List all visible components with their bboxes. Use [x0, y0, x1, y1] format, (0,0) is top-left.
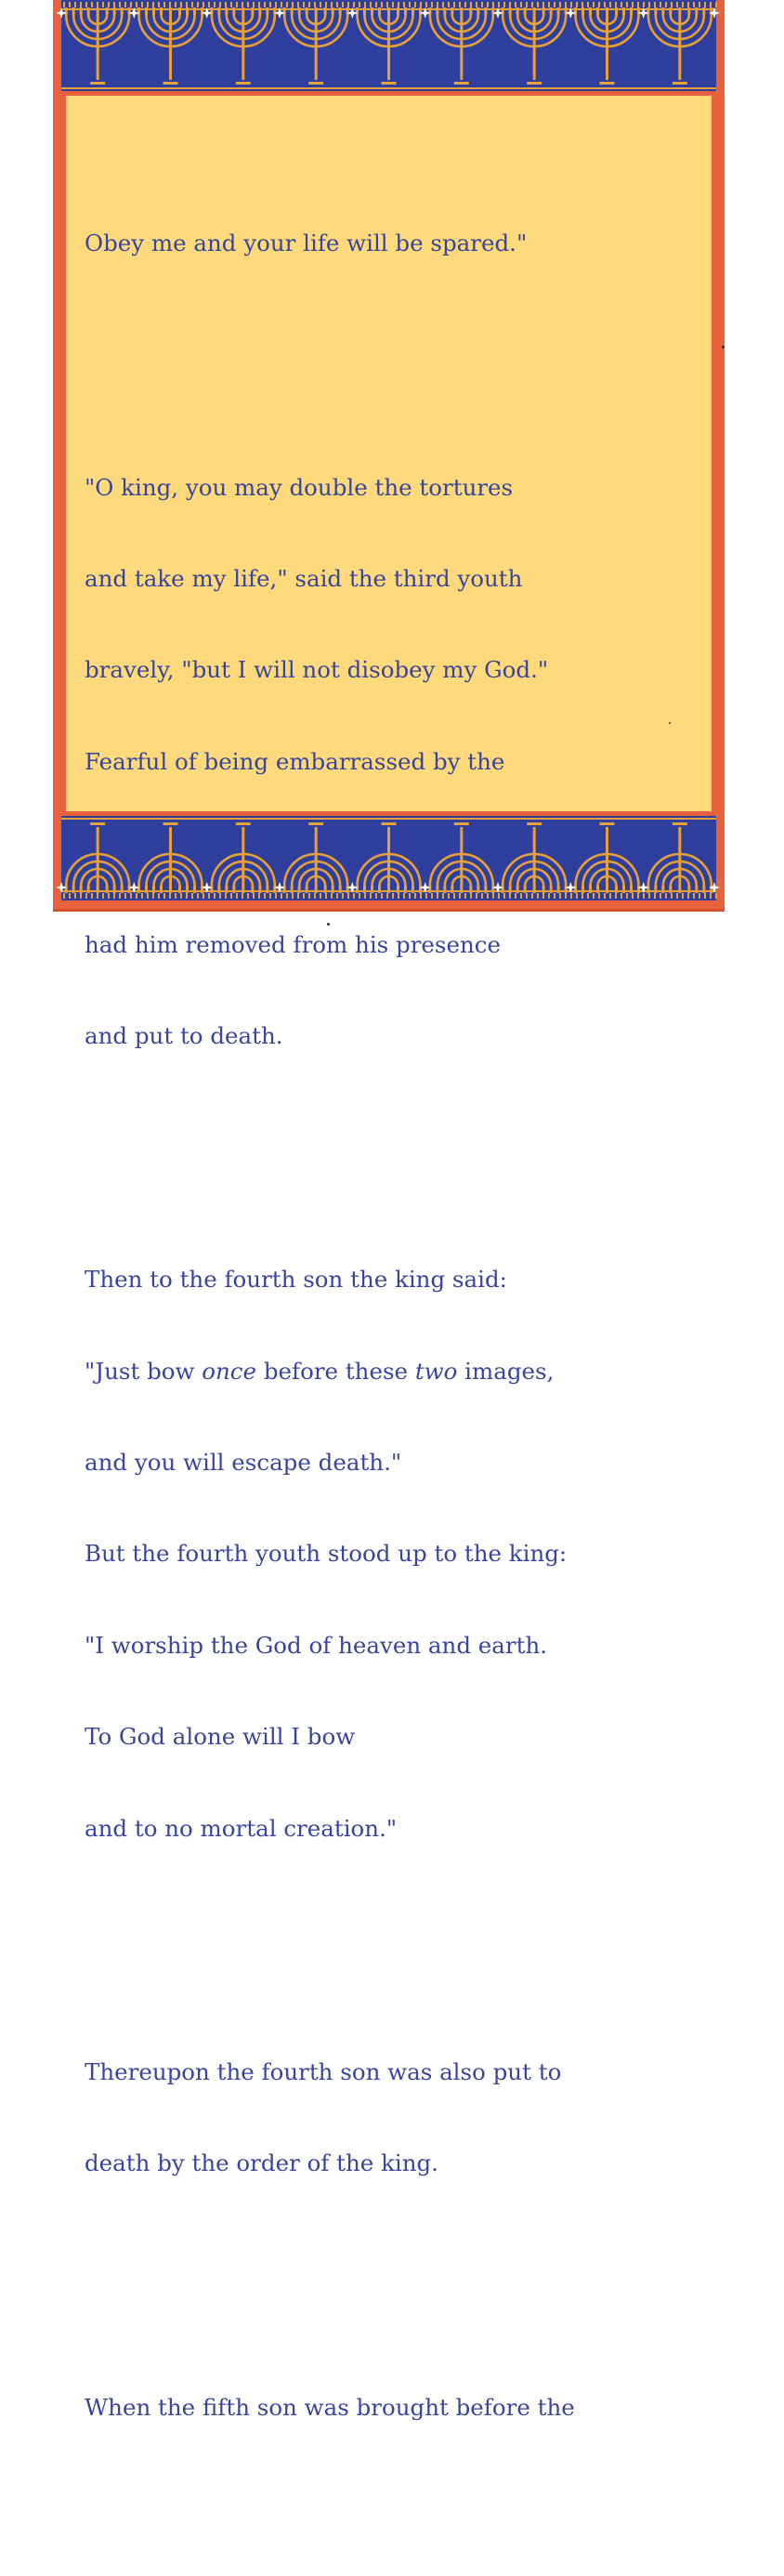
paragraph-5 [85, 2332, 707, 2484]
paragraph-3 [85, 1204, 707, 1905]
text-line: and you will escape death." [85, 1449, 402, 1477]
menorah-icon [210, 7, 276, 85]
menorah-icon [428, 7, 494, 85]
text-run: images, [457, 1357, 555, 1385]
menorah-icon [356, 7, 422, 85]
text-line: To God alone will I bow [85, 1723, 356, 1751]
text-line: bravely, "but I will not disobey my God." [85, 656, 549, 684]
menorah-icon [65, 822, 131, 893]
menorah-icon [283, 7, 349, 85]
menorah-band-bottom [61, 816, 716, 900]
menorah-icon [647, 822, 712, 893]
emphasis-once: once [202, 1357, 257, 1385]
menorah-icon [210, 822, 276, 893]
text-line: and to no mortal creation." [85, 1814, 398, 1842]
paragraph-1 [85, 168, 707, 321]
menorah-icon [574, 7, 640, 85]
menorah-row-top [61, 0, 716, 91]
menorah-icon [137, 7, 203, 85]
story-panel [66, 92, 712, 2421]
scan-speck [722, 346, 725, 348]
menorah-icon [356, 822, 422, 893]
text-line: "I worship the God of heaven and earth. [85, 1631, 548, 1659]
text-line: had him removed from his presence [85, 930, 501, 958]
text-line: and put to death. [85, 1021, 283, 1049]
scan-speck [669, 722, 671, 724]
page-border [53, 0, 725, 2421]
scan-speck [327, 923, 330, 926]
menorah-icon [65, 7, 131, 85]
menorah-icon [283, 822, 349, 893]
menorah-icon [137, 822, 203, 893]
text-run: before these [256, 1357, 415, 1385]
menorah-band-top [61, 0, 716, 91]
text-line: Fearful of being embarrassed by the [85, 747, 505, 775]
menorah-row-bottom [61, 816, 716, 900]
paragraph-2 [85, 412, 707, 1112]
text-run: "Just bow [85, 1357, 203, 1385]
text-line: and take my life," said the third youth [85, 564, 523, 592]
text-line: But the fourth youth stood up to the king: [85, 1540, 568, 1568]
emphasis-two: two [414, 1357, 458, 1385]
story-text [85, 107, 707, 2576]
text-line: Thereupon the fourth son was also put to [85, 2058, 562, 2085]
text-line: Obey me and your life will be spared." [85, 230, 528, 257]
menorah-icon [647, 7, 712, 85]
menorah-icon [428, 822, 494, 893]
text-line: "O king, you may double the tortures [85, 473, 514, 501]
menorah-icon [502, 822, 568, 893]
text-line: death by the order of the king. [85, 2149, 439, 2177]
paragraph-4 [85, 1996, 707, 2240]
text-line: When the fifth son was brought before the [85, 2393, 575, 2421]
text-line: Then to the fourth son the king said: [85, 1266, 507, 1294]
menorah-icon [574, 822, 640, 893]
menorah-icon [502, 7, 568, 85]
text-line-emphasis [85, 1357, 707, 1387]
